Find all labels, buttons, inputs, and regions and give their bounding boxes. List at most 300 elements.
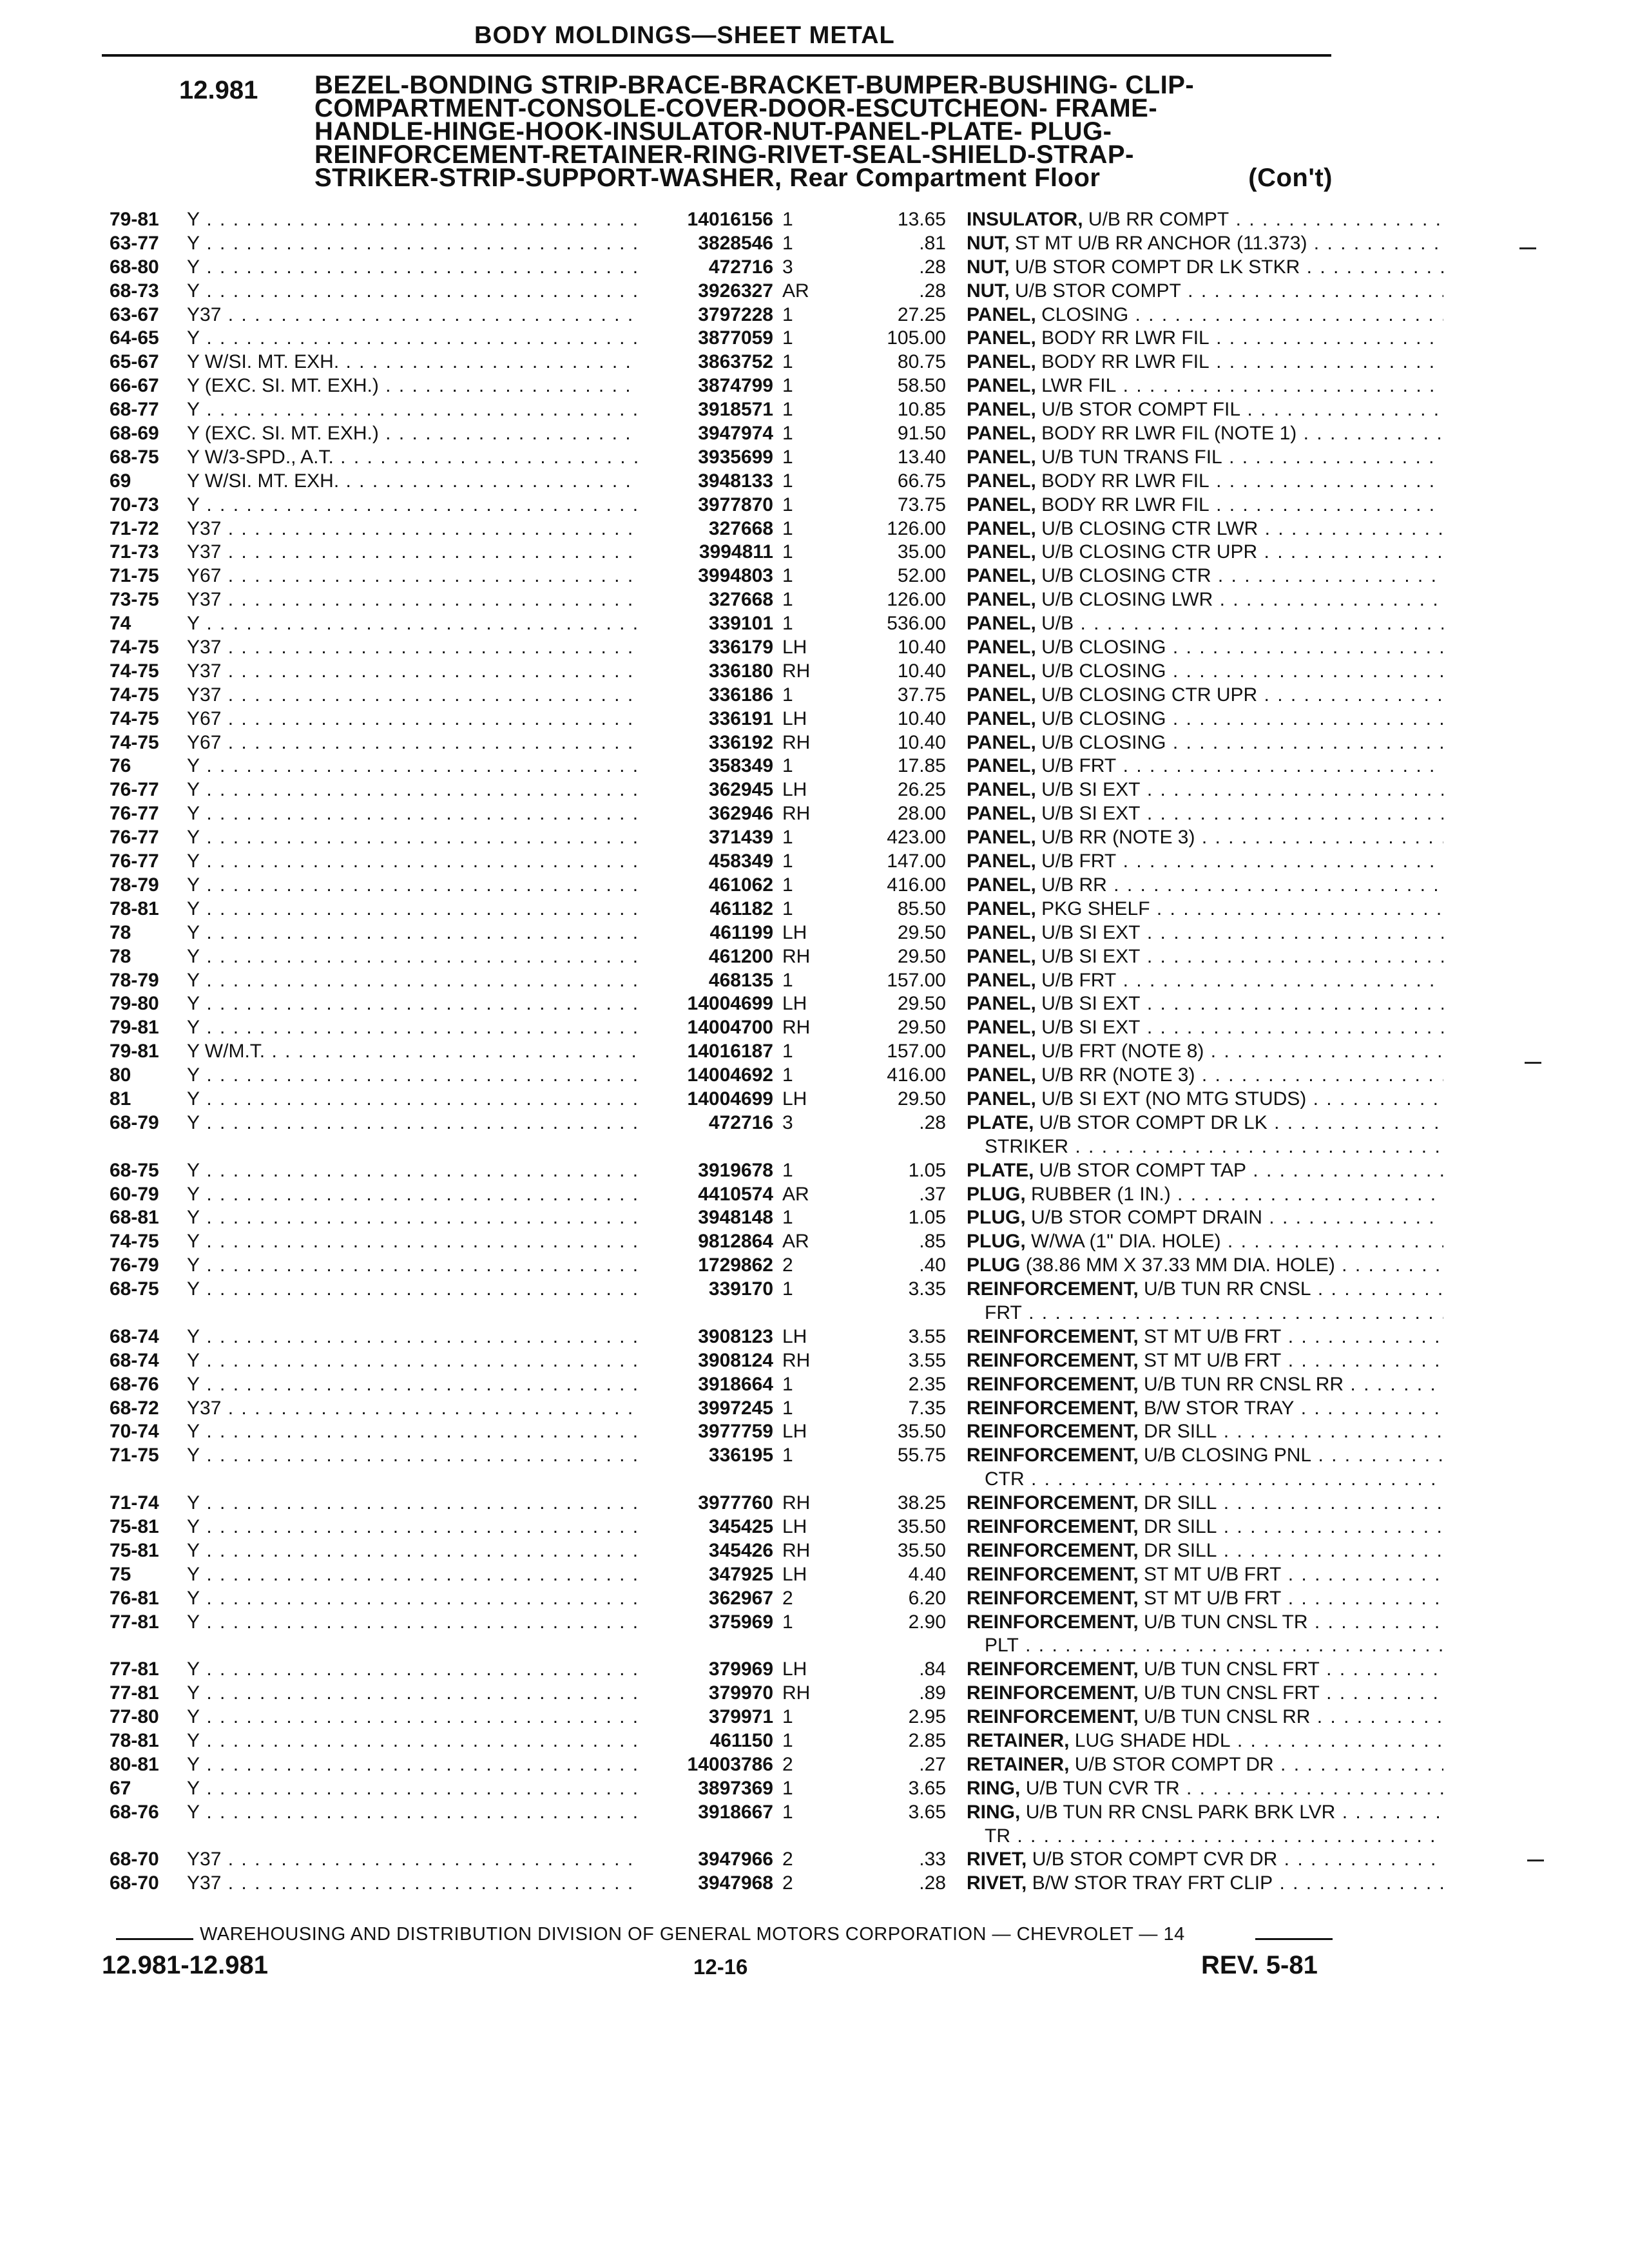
row-part-number: 3947974 — [698, 423, 773, 445]
row-description-noun: REINFORCEMENT, — [967, 1445, 1139, 1466]
table-row — [110, 1135, 1347, 1158]
row-description-text: BODY RR LWR FIL — [1041, 327, 1210, 349]
row-model: Y67 . . . — [187, 731, 638, 754]
row-description-noun: PANEL, — [967, 1088, 1036, 1110]
row-year: 78 — [110, 921, 131, 943]
row-description-text: BODY RR LWR FIL (NOTE 1) — [1041, 423, 1297, 445]
row-quantity: RH — [782, 1349, 811, 1371]
row-price: 35.50 — [897, 1515, 946, 1537]
row-description — [967, 1729, 1443, 1753]
row-part-number: 3877059 — [698, 327, 773, 349]
row-description-text: U/B STOR COMPT — [1015, 280, 1181, 302]
row-quantity: 1 — [782, 1159, 793, 1181]
row-quantity: RH — [782, 945, 811, 967]
row-model: Y . . . — [187, 231, 638, 255]
row-quantity: 2 — [782, 1849, 793, 1870]
row-description — [967, 1349, 1443, 1372]
row-description — [967, 754, 1443, 778]
row-price: 2.85 — [908, 1730, 946, 1751]
row-part-number: 14004699 — [687, 993, 773, 1015]
row-price: 29.50 — [897, 1088, 946, 1110]
row-description — [967, 1753, 1443, 1776]
table-row — [110, 802, 1347, 825]
row-description-noun: REINFORCEMENT, — [967, 1563, 1139, 1585]
row-part-number: 14016156 — [687, 209, 773, 230]
table-row — [110, 326, 1347, 350]
row-year: 76-77 — [110, 803, 159, 825]
row-year: 68-75 — [110, 1278, 159, 1300]
row-description-text: U/B FRT — [1041, 969, 1117, 991]
row-year: 68-77 — [110, 399, 159, 421]
row-part-number: 336195 — [708, 1445, 773, 1466]
row-description-noun: RING, — [967, 1801, 1021, 1823]
row-description-noun: REINFORCEMENT, — [967, 1539, 1139, 1561]
row-price: 7.35 — [908, 1397, 946, 1419]
row-year: 68-69 — [110, 423, 159, 445]
row-year: 76-77 — [110, 779, 159, 801]
row-year: 68-73 — [110, 280, 159, 302]
row-model: Y . . . — [187, 968, 638, 992]
row-price: 4.40 — [908, 1563, 946, 1585]
row-part-number: 3897369 — [698, 1777, 773, 1799]
row-description-noun: PANEL, — [967, 637, 1036, 658]
row-description-text: U/B STOR COMPT CVR DR — [1032, 1849, 1278, 1870]
row-price: 66.75 — [897, 470, 946, 492]
table-row — [110, 350, 1347, 374]
row-description — [967, 1182, 1443, 1206]
row-part-number: 345425 — [708, 1515, 773, 1537]
row-year: 76 — [110, 755, 131, 777]
row-quantity: 1 — [782, 898, 793, 919]
row-model: Y . . . — [187, 1610, 638, 1634]
row-model: Y37 . . . — [187, 1871, 638, 1895]
table-row — [110, 1182, 1347, 1206]
row-price: 52.00 — [897, 565, 946, 587]
row-description-noun: PLUG, — [967, 1183, 1026, 1205]
row-part-number: 327668 — [708, 589, 773, 611]
section-title-line — [314, 164, 1333, 192]
row-model: Y . . . — [187, 1229, 638, 1253]
row-description-noun: PLUG — [967, 1254, 1021, 1276]
row-description — [967, 231, 1443, 255]
row-model: Y37 . . . — [187, 635, 638, 659]
row-description-text: ST MT U/B RR ANCHOR (11.373) — [1015, 232, 1307, 254]
table-row — [110, 683, 1347, 707]
table-row — [110, 1349, 1347, 1372]
row-year: 74-75 — [110, 660, 159, 682]
table-row — [110, 1467, 1347, 1491]
row-year: 76-81 — [110, 1587, 159, 1609]
row-year: 80-81 — [110, 1753, 159, 1775]
row-description — [967, 279, 1443, 303]
table-row — [110, 1015, 1347, 1039]
row-price: 35.50 — [897, 1539, 946, 1561]
table-row — [110, 873, 1347, 897]
row-quantity: LH — [782, 779, 807, 801]
row-quantity: 2 — [782, 1872, 793, 1894]
row-price: 10.40 — [897, 707, 946, 729]
table-row — [110, 1776, 1347, 1800]
row-year: 77-80 — [110, 1706, 159, 1728]
row-quantity: 1 — [782, 423, 793, 445]
row-description — [967, 1325, 1443, 1349]
row-quantity: 1 — [782, 1373, 793, 1395]
row-price: .37 — [919, 1183, 946, 1205]
row-description-text: U/B SI EXT — [1041, 993, 1141, 1015]
row-price: 85.50 — [897, 898, 946, 919]
row-description-text: BODY RR LWR FIL — [1041, 494, 1210, 515]
row-description — [967, 1396, 1443, 1420]
row-description-text: U/B CLOSING PNL — [1144, 1445, 1312, 1466]
table-row — [110, 398, 1347, 421]
row-quantity: 1 — [782, 1278, 793, 1300]
row-description-noun: NUT, — [967, 232, 1010, 254]
footer-revision: REV. 5-81 — [1201, 1951, 1318, 1979]
row-description — [967, 1111, 1443, 1135]
row-quantity: AR — [782, 1183, 809, 1205]
row-price: 80.75 — [897, 351, 946, 373]
row-description-noun: PANEL, — [967, 446, 1036, 468]
row-quantity: 1 — [782, 1706, 793, 1728]
row-part-number: 347925 — [708, 1563, 773, 1585]
row-description-noun: PANEL, — [967, 399, 1036, 421]
row-model: Y . . . — [187, 992, 638, 1015]
row-description-noun: PANEL, — [967, 898, 1036, 919]
row-description-text: U/B CLOSING — [1041, 707, 1166, 729]
row-description — [967, 1015, 1443, 1039]
row-description-text: U/B STOR COMPT DR — [1074, 1753, 1274, 1775]
table-row — [110, 992, 1347, 1015]
row-model: Y . . . — [187, 1111, 638, 1135]
row-year: 64-65 — [110, 327, 159, 349]
row-description-noun: PANEL, — [967, 969, 1036, 991]
row-description-noun: INSULATOR, — [967, 209, 1083, 230]
row-price: 35.00 — [897, 541, 946, 563]
row-year: 78-79 — [110, 874, 159, 896]
row-price: .27 — [919, 1753, 946, 1775]
row-description-noun: PANEL, — [967, 613, 1036, 635]
row-description-text: U/B STOR COMPT DRAIN — [1031, 1207, 1262, 1229]
page-header-title: BODY MOLDINGS—SHEET METAL — [474, 22, 895, 49]
row-part-number: 362946 — [708, 803, 773, 825]
row-description-noun: PANEL, — [967, 731, 1036, 753]
row-description — [967, 778, 1443, 802]
row-model: Y . . . — [187, 754, 638, 778]
row-model: Y . . . — [187, 778, 638, 802]
row-description — [967, 849, 1443, 873]
row-quantity: 1 — [782, 684, 793, 706]
row-part-number: 461199 — [709, 921, 773, 943]
row-description — [967, 992, 1443, 1015]
row-year: 60-79 — [110, 1183, 159, 1205]
row-description — [967, 1610, 1443, 1634]
section-title-line: BEZEL-BONDING STRIP-BRACE-BRACKET-BUMPER-BUSHING- CLIP- — [314, 71, 1195, 99]
row-part-number: 3948148 — [698, 1207, 773, 1229]
row-description-text: U/B TUN CNSL FRT — [1144, 1658, 1320, 1680]
row-price: .89 — [919, 1682, 946, 1704]
row-part-number: 14004700 — [687, 1017, 773, 1039]
row-quantity: LH — [782, 921, 807, 943]
row-description — [967, 683, 1443, 707]
row-description-noun: REINFORCEMENT, — [967, 1706, 1139, 1728]
table-row — [110, 303, 1347, 327]
row-description-noun: PANEL, — [967, 494, 1036, 515]
row-year: 74-75 — [110, 637, 159, 658]
row-quantity: 1 — [782, 589, 793, 611]
row-model: Y . . . — [187, 493, 638, 517]
table-row — [110, 1087, 1347, 1111]
row-part-number: 358349 — [708, 755, 773, 777]
table-row — [110, 517, 1347, 541]
row-year: 63-67 — [110, 303, 159, 325]
row-price: 2.35 — [908, 1373, 946, 1395]
row-year: 79-80 — [110, 993, 159, 1015]
row-description-text: BODY RR LWR FIL — [1041, 351, 1210, 373]
row-description — [967, 1158, 1443, 1182]
row-model: Y . . . — [187, 279, 638, 303]
row-quantity: 1 — [782, 517, 793, 539]
row-description-noun: REINFORCEMENT, — [967, 1587, 1139, 1609]
row-quantity: AR — [782, 1231, 809, 1253]
row-description-noun: PANEL, — [967, 375, 1036, 397]
section-title-line: COMPARTMENT-CONSOLE-COVER-DOOR-ESCUTCHEON- FRAME- — [314, 94, 1158, 122]
row-description — [967, 1253, 1443, 1277]
row-year: 68-76 — [110, 1801, 159, 1823]
row-part-number: 3947968 — [698, 1872, 773, 1894]
row-price: .84 — [919, 1658, 946, 1680]
row-part-number: 3874799 — [698, 375, 773, 397]
table-row — [110, 849, 1347, 873]
table-row — [110, 968, 1347, 992]
row-description-noun: PANEL, — [967, 755, 1036, 777]
row-quantity: 1 — [782, 541, 793, 563]
row-year: 63-77 — [110, 232, 159, 254]
row-year: 71-73 — [110, 541, 159, 563]
row-price: 73.75 — [897, 494, 946, 515]
row-year: 71-75 — [110, 1445, 159, 1466]
row-part-number: 336180 — [708, 660, 773, 682]
row-model: Y . . . — [187, 849, 638, 873]
row-model: Y67 . . . — [187, 707, 638, 731]
footer-organization: WAREHOUSING AND DISTRIBUTION DIVISION OF GENERAL MOTORS CORPORATION — CHEVROLET — 14 — [200, 1924, 1185, 1945]
row-part-number: 3919678 — [698, 1159, 773, 1181]
row-description-noun: PANEL, — [967, 827, 1036, 849]
row-part-number: 3977760 — [698, 1492, 773, 1514]
row-description-text: U/B CLOSING — [1041, 731, 1166, 753]
row-description-text: TR — [985, 1825, 1010, 1847]
row-description-text: LWR FIL — [1041, 375, 1117, 397]
row-year: 68-74 — [110, 1325, 159, 1347]
row-description-noun: REINFORCEMENT, — [967, 1397, 1139, 1419]
row-price: .33 — [919, 1849, 946, 1870]
row-description-noun: PANEL, — [967, 803, 1036, 825]
row-part-number: 3918571 — [698, 399, 773, 421]
row-description-text: STRIKER — [985, 1135, 1069, 1157]
row-description-noun: REINFORCEMENT, — [967, 1611, 1139, 1633]
row-part-number: 3947966 — [698, 1849, 773, 1870]
row-model: Y . . . — [187, 611, 638, 635]
table-row — [110, 778, 1347, 802]
row-quantity: LH — [782, 1421, 807, 1443]
row-part-number: 3908124 — [698, 1349, 773, 1371]
row-quantity: 1 — [782, 850, 793, 872]
table-row — [110, 1253, 1347, 1277]
table-row — [110, 1753, 1347, 1776]
row-description — [967, 802, 1443, 825]
row-description — [967, 1087, 1443, 1111]
row-price: 105.00 — [887, 327, 946, 349]
row-year: 68-72 — [110, 1397, 159, 1419]
row-description — [967, 731, 1443, 754]
row-year: 76-77 — [110, 850, 159, 872]
row-model: Y . . . — [187, 1182, 638, 1206]
row-description-text: RUBBER (1 IN.) — [1031, 1183, 1171, 1205]
row-price: 2.95 — [908, 1706, 946, 1728]
row-model: Y . . . — [187, 1539, 638, 1562]
row-part-number: 472716 — [708, 1111, 773, 1133]
table-row — [110, 659, 1347, 683]
row-description-noun: REINFORCEMENT, — [967, 1325, 1139, 1347]
row-price: 37.75 — [897, 684, 946, 706]
row-model: Y37 . . . — [187, 683, 638, 707]
row-model: Y37 . . . — [187, 659, 638, 683]
row-year: 70-74 — [110, 1421, 159, 1443]
row-description-noun: REINFORCEMENT, — [967, 1278, 1139, 1300]
section-number: 12.981 — [179, 76, 258, 104]
table-row — [110, 731, 1347, 754]
row-description-noun: PANEL, — [967, 327, 1036, 349]
row-price: 10.40 — [897, 637, 946, 658]
row-price: .28 — [919, 1111, 946, 1133]
row-price: 126.00 — [887, 517, 946, 539]
row-model: Y . . . — [187, 945, 638, 968]
row-description — [967, 469, 1443, 493]
row-description — [967, 207, 1443, 231]
table-row — [110, 921, 1347, 945]
table-row — [110, 1562, 1347, 1586]
row-description — [967, 1229, 1443, 1253]
row-description-text: U/B CLOSING CTR — [1041, 565, 1211, 587]
row-quantity: 1 — [782, 755, 793, 777]
row-model: Y37 . . . — [187, 1396, 638, 1420]
row-model: Y . . . — [187, 1776, 638, 1800]
row-price: .28 — [919, 256, 946, 278]
row-description — [967, 897, 1443, 921]
row-description-noun: PANEL, — [967, 470, 1036, 492]
row-year: 66-67 — [110, 375, 159, 397]
row-description — [967, 326, 1443, 350]
row-model: Y . . . — [187, 1491, 638, 1515]
row-description-text: U/B FRT (NOTE 8) — [1041, 1041, 1204, 1062]
row-part-number: 339101 — [708, 613, 773, 635]
row-description — [967, 1443, 1443, 1467]
row-model: Y . . . — [187, 1657, 638, 1681]
row-description-text: U/B RR — [1041, 874, 1107, 896]
row-model: Y W/SI. MT. EXH. . . . — [187, 469, 638, 493]
row-description — [967, 303, 1443, 327]
table-row — [110, 1610, 1347, 1634]
row-year: 65-67 — [110, 351, 159, 373]
row-model: Y W/SI. MT. EXH. . . . — [187, 350, 638, 374]
row-part-number: 458349 — [708, 850, 773, 872]
row-year: 77-81 — [110, 1682, 159, 1704]
section-title-line: REINFORCEMENT-RETAINER-RING-RIVET-SEAL-SHIELD-STRAP- — [314, 140, 1134, 169]
row-description — [967, 1491, 1443, 1515]
row-model: Y . . . — [187, 255, 638, 279]
row-price: 26.25 — [897, 779, 946, 801]
row-description — [967, 1419, 1443, 1443]
row-part-number: 14016187 — [687, 1041, 773, 1062]
row-year: 69 — [110, 470, 131, 492]
row-year: 75-81 — [110, 1515, 159, 1537]
row-price: 3.55 — [908, 1349, 946, 1371]
row-description-text: ST MT U/B FRT — [1144, 1587, 1282, 1609]
row-quantity: 1 — [782, 209, 793, 230]
row-part-number: 3918664 — [698, 1373, 773, 1395]
row-quantity: LH — [782, 1563, 807, 1585]
row-description-text: U/B SI EXT (NO MTG STUDS) — [1041, 1088, 1307, 1110]
row-description — [967, 825, 1443, 849]
row-description — [967, 707, 1443, 731]
row-description-text: U/B CLOSING — [1041, 637, 1166, 658]
section-title-line: HANDLE-HINGE-HOOK-INSULATOR-NUT-PANEL-PLATE- PLUG- — [314, 117, 1112, 146]
row-quantity: LH — [782, 1088, 807, 1110]
row-year: 80 — [110, 1064, 131, 1086]
table-row — [110, 707, 1347, 731]
row-quantity: 2 — [782, 1587, 793, 1609]
row-description — [967, 421, 1443, 445]
row-description-text: U/B CLOSING LWR — [1041, 589, 1213, 611]
table-row — [110, 1419, 1347, 1443]
row-model: Y . . . — [187, 326, 638, 350]
row-quantity: 1 — [782, 1730, 793, 1751]
row-quantity: 1 — [782, 303, 793, 325]
row-quantity: LH — [782, 1325, 807, 1347]
row-description-text: CLOSING — [1041, 303, 1129, 325]
row-price: 29.50 — [897, 1017, 946, 1039]
row-model: Y . . . — [187, 1349, 638, 1372]
row-description-text: U/B TUN CVR TR — [1025, 1777, 1180, 1799]
row-description — [967, 1467, 1443, 1491]
row-quantity: 1 — [782, 1445, 793, 1466]
row-description-noun: REINFORCEMENT, — [967, 1421, 1139, 1443]
row-model: Y . . . — [187, 1158, 638, 1182]
row-year: 74 — [110, 613, 131, 635]
row-description — [967, 945, 1443, 968]
row-part-number: 362967 — [708, 1587, 773, 1609]
row-model: Y (EXC. SI. MT. EXH.) . . . — [187, 374, 638, 398]
row-model: Y . . . — [187, 1277, 638, 1301]
row-description — [967, 659, 1443, 683]
row-year: 68-70 — [110, 1849, 159, 1870]
row-year: 79-81 — [110, 209, 159, 230]
row-price: 17.85 — [897, 755, 946, 777]
row-year: 68-74 — [110, 1349, 159, 1371]
footer-page-number: 12-16 — [693, 1955, 748, 1979]
row-quantity: 2 — [782, 1753, 793, 1775]
row-description-text: CTR — [985, 1468, 1025, 1490]
row-description-text: DR SILL — [1144, 1515, 1217, 1537]
row-part-number: 336186 — [708, 684, 773, 706]
row-description-noun: PLATE, — [967, 1111, 1034, 1133]
table-row — [110, 945, 1347, 968]
row-part-number: 3977870 — [698, 494, 773, 515]
table-row — [110, 1277, 1347, 1301]
row-description-noun: NUT, — [967, 280, 1010, 302]
row-quantity: 1 — [782, 399, 793, 421]
row-quantity: 1 — [782, 1397, 793, 1419]
row-description-text: U/B TUN CNSL FRT — [1144, 1682, 1320, 1704]
